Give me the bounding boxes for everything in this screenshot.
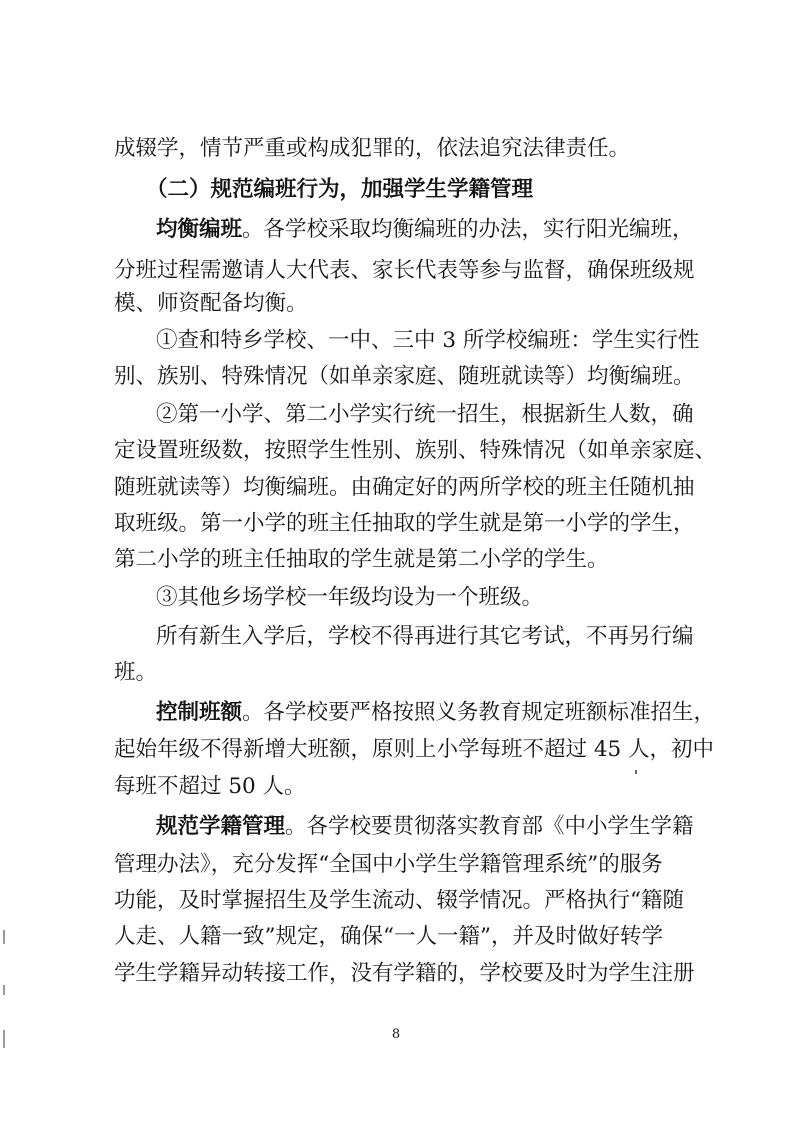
- scan-edge-mark: [3, 930, 5, 944]
- text-run: 学生学籍异动转接工作，没有学籍的，学校要及时为学生注册: [114, 961, 695, 986]
- text-run: 模、师资配备均衡。: [114, 291, 308, 316]
- text-run: 人走、人籍一致”规定，确保“一人一籍”，并及时做好转学: [114, 924, 663, 949]
- text-line-14: [156, 622, 694, 652]
- text-line-15: [114, 658, 157, 688]
- text-run: 功能，及时掌握招生及学生流动、辍学情况。严格执行“籍随: [114, 888, 684, 913]
- text-line-22: [114, 922, 663, 952]
- section-heading: [146, 175, 533, 205]
- term-student-records: 规范学籍管理: [156, 814, 286, 839]
- text-run: ③其他乡场学校一年级均设为一个班级。: [156, 585, 544, 610]
- scan-edge-mark: [3, 1030, 5, 1048]
- paragraph-student-records: [156, 812, 694, 842]
- list-item-1: [156, 326, 699, 356]
- paragraph-balanced-classes: [156, 215, 694, 245]
- term-balanced-classes: 均衡编班: [156, 217, 243, 242]
- text-line-10: [114, 473, 695, 503]
- text-line-20: [114, 850, 663, 880]
- list-item-3: [156, 583, 543, 613]
- text-run: ②第一小学、第二小学实行统一招生，根据新生人数，确: [156, 402, 694, 427]
- text-line-7: [114, 362, 695, 392]
- text-run: 成辍学，情节严重或构成犯罪的，依法追究法律责任。: [114, 136, 631, 161]
- text-line-11: [114, 509, 695, 539]
- text-line-18: [114, 772, 306, 802]
- text-run: 。各学校采取均衡编班的办法，实行阳光编班，: [242, 217, 694, 242]
- text-line-9: [114, 436, 716, 466]
- text-run: 班。: [114, 660, 158, 685]
- text-run: 第二小学的班主任抽取的学生就是第二小学的学生。: [114, 547, 609, 572]
- text-line-17: [114, 735, 714, 765]
- paragraph-class-size: [156, 698, 715, 728]
- text-run: ①查和特乡学校、一中、三中 3 所学校编班：学生实行性: [156, 328, 700, 353]
- text-line-12: [114, 545, 609, 575]
- text-run: 所有新生入学后，学校不得再进行其它考试，不再另行编: [156, 624, 694, 649]
- text-run: 取班级。第一小学的班主任抽取的学生就是第一小学的学生，: [114, 511, 695, 536]
- text-run: 随班就读等）均衡编班。由确定好的两所学校的班主任随机抽: [114, 475, 695, 500]
- text-run: 定设置班级数，按照学生性别、族别、特殊情况（如单亲家庭、: [114, 438, 717, 463]
- text-line-1: [114, 134, 630, 164]
- scan-speck: [635, 770, 637, 774]
- scan-edge-mark: [3, 985, 5, 995]
- term-class-size: 控制班额: [156, 700, 243, 725]
- text-line-23: [114, 959, 695, 989]
- heading-text: （二）规范编班行为，加强学生学籍管理: [146, 177, 534, 202]
- text-run: 别、族别、特殊情况（如单亲家庭、随班就读等）均衡编班。: [114, 364, 695, 389]
- text-run: 起始年级不得新增大班额，原则上小学每班不超过 45 人，初中: [114, 737, 715, 762]
- text-run: 。各学校要贯彻落实教育部《中小学生学籍: [285, 814, 694, 839]
- text-line-5: [114, 289, 308, 319]
- text-line-21: [114, 886, 684, 916]
- text-run: 管理办法》，充分发挥“全国中小学生学籍管理系统”的服务: [114, 852, 663, 877]
- text-run: 分班过程需邀请人大代表、家长代表等参与监督，确保班级规: [114, 258, 695, 283]
- text-run: 。各学校要严格按照义务教育规定班额标准招生，: [242, 700, 716, 725]
- text-line-4: [114, 256, 695, 286]
- text-run: 每班不超过 50 人。: [114, 774, 306, 799]
- page-number: 8: [391, 1027, 401, 1042]
- list-item-2: [156, 400, 694, 430]
